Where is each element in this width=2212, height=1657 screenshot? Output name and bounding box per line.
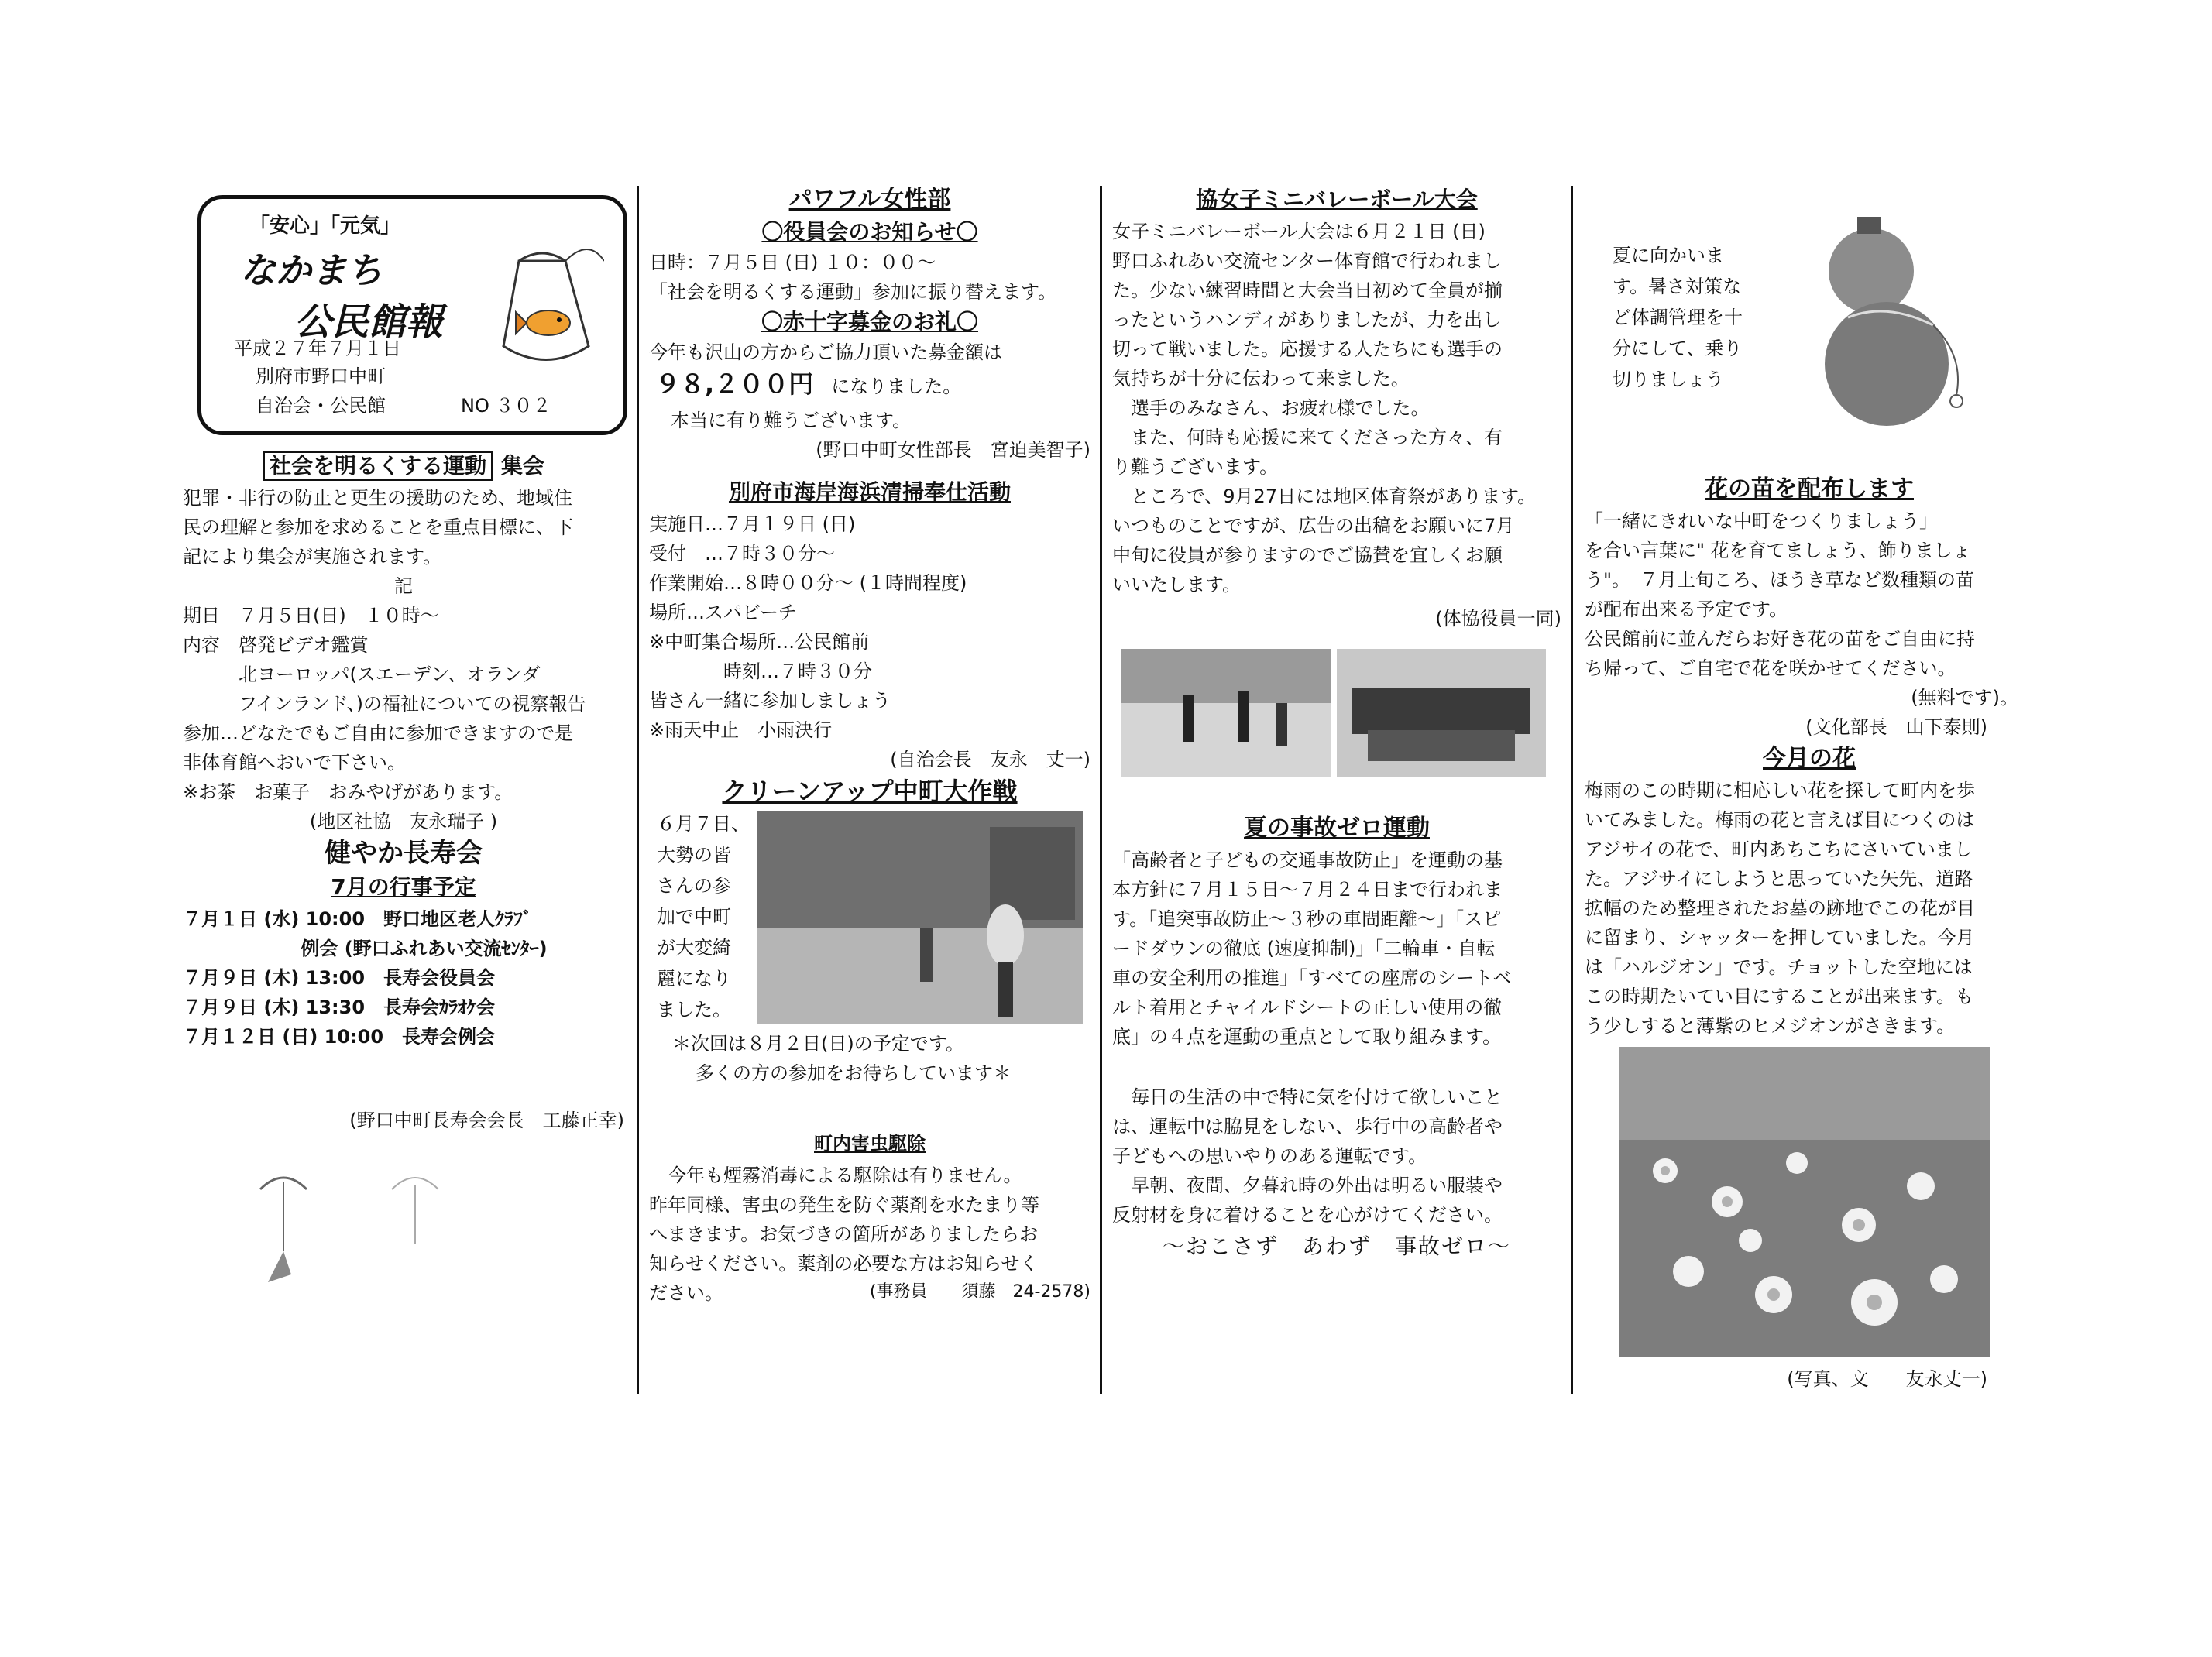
section-title: 別府市海岸海浜清掃奉仕活動 [728,479,1011,505]
paragraph-line: 大勢の皆 [657,844,731,866]
paragraph-line: ださい。 [649,1282,723,1304]
paragraph-line: いいたします。 [1112,574,1242,595]
paragraph-line: さんの参 [657,875,731,897]
paragraph-line: この時期たいてい目にすることが出来ます。も [1585,986,1974,1007]
paragraph-line: いつものことですが、広告の出稿をお願いに7月 [1112,515,1515,537]
detail-line: ※雨天中止 小雨決行 [649,719,833,741]
paragraph-line: 拡幅のため整理されたお墓の跡地でこの花が目 [1585,897,1975,919]
detail-line: 非体育館へおいで下さい。 [183,752,406,774]
paragraph-line: ち帰って、ご自宅で花を咲かせてください。 [1585,657,1956,679]
section-title: クリーンアップ中町大作戦 [722,777,1018,806]
column-3 [1112,183,1561,1391]
pest-last-row [649,1278,1091,1310]
signature: (野口中町女性部長 宮迫美智子) [816,439,1091,461]
column-4 [1585,240,2034,1448]
donation-amount: ９８,２００円 [655,369,814,399]
column-divider-3 [1571,186,1573,1394]
free-note: (無料です)。 [1911,687,2018,708]
detail-line: 参加…どなたでもご自由に参加できますので是 [183,722,573,744]
section-title: 今月の花 [1763,745,1856,772]
flower-photo-block [1585,1047,2034,1364]
detail-line: 期日 ７月５日(日) １０時～ [183,605,439,626]
paragraph-line: 「社会を明るくする運動」参加に振り替えます。 [649,281,1057,303]
paragraph-line: が大変綺 [657,937,731,959]
paragraph-line: 切って戦いました。応援する人たちにも選手の [1112,338,1503,360]
gourd-icon [1802,209,1987,434]
paragraph-line: 反射材を身に着けることを心がけてください。 [1112,1204,1503,1226]
signature: (事務員 須藤 24-2578) [869,1282,1091,1302]
notice-marker: 記 [394,575,413,597]
paragraph-line: 本方針に７月１５日～７月２４日まで行われま [1112,879,1503,901]
schedule-line: ７月１日 (水) 10:00 野口地区老人ｸﾗﾌﾞ [183,908,533,930]
paragraph-line: 記により集会が実施されます。 [183,546,442,568]
paragraph-line: 気持ちが十分に伝わって来ました。 [1112,368,1410,389]
signature: (自治会長 友永 丈一) [890,749,1091,770]
section-subtitle: 〇役員会のお知らせ〇 [761,219,978,245]
paragraph-line: ました。 [657,999,731,1021]
paragraph-line: 日時：７月５日 (日) １０：００～ [649,252,936,273]
donation-amount-suffix: になりました。 [831,376,962,397]
volleyball-photo-team [1337,649,1546,777]
section-title: パワフル女性部 [788,186,951,213]
paragraph-line: す。暑さ対策な [1613,276,1742,297]
masthead [198,195,627,435]
paragraph-line: う少しすると薄紫のヒメジオンがさきます。 [1585,1015,1956,1037]
paragraph-line: が配布出来る予定です。 [1585,599,1788,620]
flower-photo [1619,1047,1990,1357]
paragraph-line: ６月７日、 [657,813,750,835]
paragraph-line: 女子ミニバレーボール大会は６月２１日 (日) [1112,221,1486,242]
detail-line: 時刻…７時３０分 [649,660,872,682]
signature: (写真、文 友永丈一) [1787,1368,1987,1390]
schedule-line: 例会 (野口ふれあい交流ｾﾝﾀｰ) [183,938,548,959]
paragraph-line: た。アジサイにしようと思っていた矢先、道路 [1585,868,1973,890]
donation-amount-row [649,367,1091,406]
schedule-line: ７月９日 (木) 13:30 長寿会ｶﾗｵｹ会 [183,997,496,1018]
paragraph-line: 公民館前に並んだらお好き花の苗をご自由に持 [1585,628,1975,650]
campaign-title: 社会を明るくする運動 [263,451,493,481]
paragraph-line: ルト着用とチャイルドシートの正しい使用の徹 [1112,997,1503,1018]
paragraph-line: 麗になり [657,968,731,990]
next-notice: ＊次回は８月２日(日)の予定です。 [672,1033,964,1055]
paragraph-line: 中旬に役員が参りますのでご協賛を宜しくお願 [1112,544,1503,566]
detail-line: ※お茶 お菓子 おみやげがあります。 [183,781,514,803]
detail-line: 受付 …７時３０分～ [649,543,835,564]
campaign-title-suffix: 集会 [500,453,544,479]
signature: (体協役員一同) [1435,608,1561,630]
paragraph-line: 分にして、乗り [1613,338,1743,359]
paragraph-line: 知らせください。薬剤の必要な方はお知らせく [649,1253,1039,1274]
section-title: 協女子ミニバレーボール大会 [1196,187,1478,212]
signature: (文化部長 山下泰則) [1805,716,1987,738]
column-2 [649,183,1091,1391]
paragraph-line: 「一緒にきれいな中町をつくりましょう」 [1585,510,1938,532]
paragraph-line: 本当に有り難うございます。 [671,410,912,431]
section-title: 健やか長寿会 [325,838,483,869]
paragraph-line: 「高齢者と子どもの交通事故防止」を運動の基 [1112,849,1503,871]
detail-line: 作業開始…８時００分～ (１時間程度) [649,572,967,594]
paragraph-line: 早朝、夜間、夕暮れ時の外出は明るい服装や [1112,1175,1503,1196]
cleanup-text [657,808,750,1025]
paragraph-line: す。「追突事故防止～３秒の車間距離～」「スピ [1112,908,1502,930]
column-1 [183,449,624,1657]
paragraph-line: ど体調管理を十 [1613,307,1743,328]
paragraph-line: た。少ない練習時間と大会当日初めて全員が揃 [1112,280,1503,301]
paragraph-line: 民の理解と参加を求めることを重点目標に、下 [183,516,573,538]
section-subtitle: 7月の行事予定 [331,874,476,900]
paragraph-line: 昨年同様、害虫の発生を防ぐ薬剤を水たまり等 [649,1194,1039,1216]
paragraph-line: 今年も煙霧消毒による駆除は有りません。 [649,1165,1022,1186]
signature: (野口中町長寿会会長 工藤正幸) [349,1110,624,1131]
detail-line: フインランド、)の福祉についての視察報告 [183,693,586,715]
section-heading [183,449,624,483]
section-title: 夏の事故ゼロ運動 [1244,815,1430,842]
paragraph-line: 車の安全利用の推進」「すべての座席のシートベ [1112,967,1512,989]
paragraph-line: ったというハンディがありましたが、力を出し [1112,309,1502,331]
detail-line: 皆さん一緒に参加しましょう [649,690,891,712]
next-notice: 多くの方の参加をお待ちしています＊ [696,1062,1012,1084]
paragraph-line: 夏に向かいま [1613,245,1724,266]
masthead-issue: NO ３０２ [461,395,551,417]
masthead-title-line1: なかまち [240,249,383,291]
paragraph-line: を合い言葉に" 花を育てましょう、飾りましょ [1585,540,1971,561]
paragraph-line: 選手のみなさん、お疲れ様でした。 [1112,397,1430,419]
paragraph-line: アジサイの花で、町内あちこちにさいていまし [1585,839,1973,860]
goldfish-bag-icon [488,238,604,369]
paragraph-line: いてみました。梅雨の花と言えば目につくのは [1585,809,1975,831]
paragraph-line: 子どもへの思いやりのある運転です。 [1112,1145,1427,1167]
column-divider-1 [637,186,639,1394]
paragraph-line: ところで、9月27日には地区体育祭があります。 [1112,485,1537,507]
masthead-place: 別府市野口中町 [256,365,386,387]
summer-text [1613,240,1743,395]
summer-block [1585,240,2034,441]
slogan: ～おこさず あわず 事故ゼロ～ [1162,1233,1511,1259]
schedule-line: ７月１２日 (日) 10:00 長寿会例会 [183,1026,496,1048]
cleanup-block [649,808,1091,1029]
paragraph-line: 今年も沢山の方からご協力頂いた募金額は [649,341,1002,363]
schedule-line: ７月９日 (木) 13:00 長寿会役員会 [183,967,496,989]
paragraph-line: 底」の４点を運動の重点として取り組みます。 [1112,1026,1502,1048]
detail-line: 実施日…７月１９日 (日) [649,513,856,535]
volleyball-photo-game [1121,649,1331,777]
paragraph-line: 犯罪・非行の防止と更生の援助のため、地域住 [183,487,573,509]
paragraph-line: り難うございます。 [1112,456,1279,478]
section-subtitle: 〇赤十字募金のお礼〇 [761,309,978,334]
paragraph-line: 切りましょう [1613,369,1724,390]
paragraph-line: 毎日の生活の中で特に気を付けて欲しいこと [1112,1086,1503,1108]
paragraph-line: へまきます。お気づきの箇所がありましたらお [649,1223,1039,1245]
paragraph-line: う"。 ７月上旬ころ、ほうき草など数種類の苗 [1585,569,1975,591]
paragraph-line: に留まり、シャッターを押していました。今月 [1585,927,1975,949]
detail-line: 内容 啓発ビデオ鑑賞 [183,634,369,656]
masthead-date: 平成２７年７月１日 [234,338,401,359]
masthead-tagline: 「安心」「元気」 [249,214,401,238]
detail-line: ※中町集合場所…公民館前 [649,631,870,653]
column-divider-2 [1100,186,1102,1394]
masthead-org: 自治会・公民館 [256,395,386,417]
signature: (地区社協 友永瑞子 ) [309,811,498,832]
detail-line: 場所…スパビーチ [649,602,798,623]
volleyball-photos [1112,649,1561,780]
masthead-title-line2: 公民館報 [294,300,444,344]
section-title: 花の苗を配布します [1705,475,1914,503]
paragraph-line: 梅雨のこの時期に相応しい花を探して町内を歩 [1585,780,1975,801]
paragraph-line: 加で中町 [657,906,731,928]
cleanup-photo [757,811,1083,1024]
paragraph-line: 野口ふれあい交流センター体育館で行われまし [1112,250,1503,272]
paragraph-line: は、運転中は脇見をしない、歩行中の高齢者や [1112,1116,1503,1137]
paragraph-line: ードダウンの徹底 (速度抑制)」「二輪車・自転 [1112,938,1496,959]
wind-chime-illustration [237,1158,469,1290]
detail-line: 北ヨーロッパ(スエーデン、オランダ [183,664,541,685]
section-title: 町内害虫駆除 [814,1133,926,1154]
paragraph-line: は「ハルジオン」です。チョットした空地には [1585,956,1973,978]
paragraph-line: また、何時も応援に来てくださった方々、有 [1112,427,1503,448]
